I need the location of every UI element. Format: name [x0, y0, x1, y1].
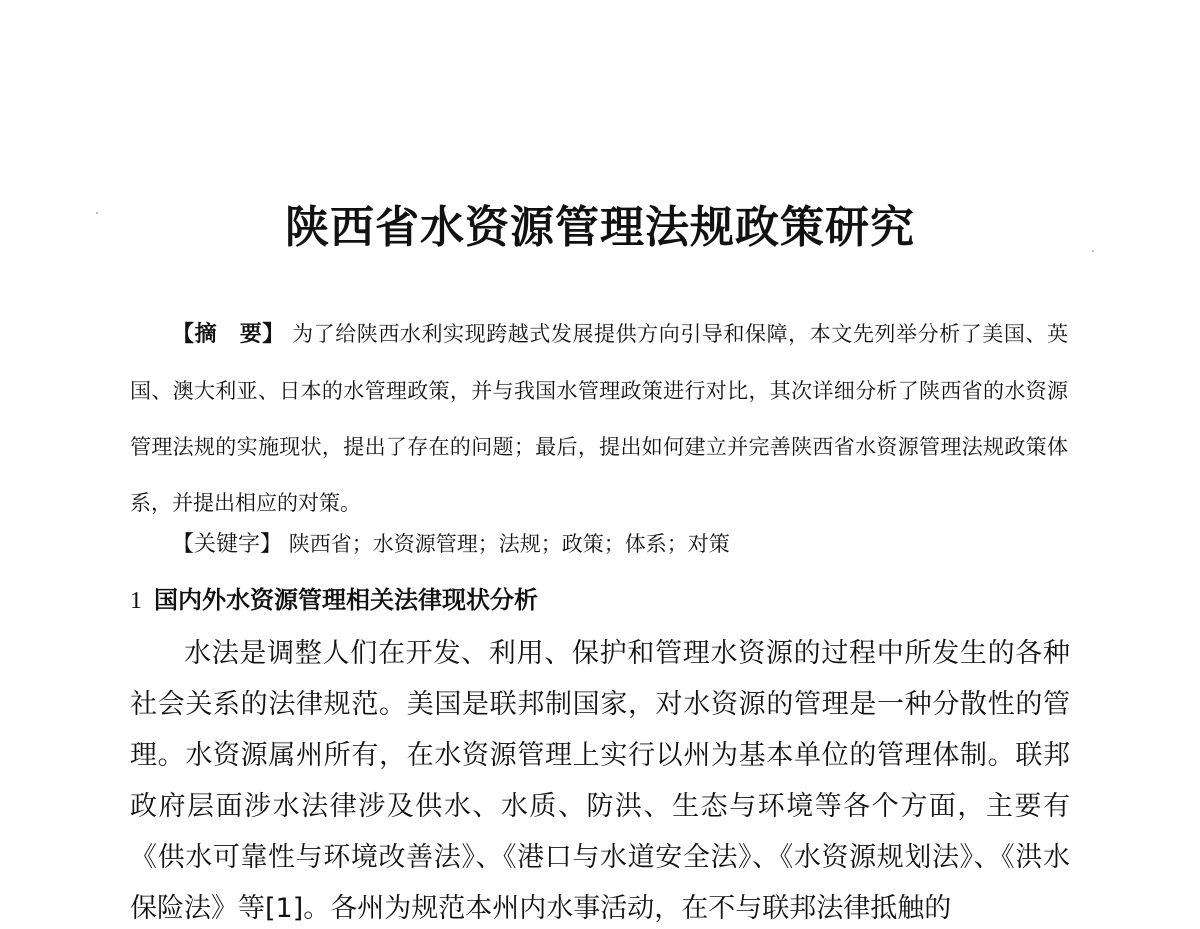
keywords-label: 【关键字】 — [172, 532, 283, 557]
section-heading — [130, 578, 1070, 623]
document-title: 陕西省水资源管理法规政策研究 — [285, 202, 915, 253]
keywords-line — [172, 524, 1068, 565]
abstract-text: 为了给陕西水利实现跨越式发展提供方向引导和保障，本文先列举分析了美国、英国、澳大利亚、日本的水管理政策，并与我国水管理政策进行对比，其次详细分析了陕西省的水资源管理法规的实施现状，提出了存在的问题；最后，提出如何建立并完善陕西省水资源管理法规政策体系，并提出相应的对策。 — [130, 322, 1068, 515]
section-title: 国内外水资源管理相关法律现状分析 — [154, 586, 538, 614]
abstract-paragraph — [130, 306, 1068, 531]
keywords-text: 陕西省；水资源管理；法规；政策；体系；对策 — [288, 532, 730, 556]
body-paragraph: 水法是调整人们在开发、利用、保护和管理水资源的过程中所发生的各种社会关系的法律规范。美国是联邦制国家，对水资源的管理是一种分散性的管理。水资源属州所有，在水资源管理上实行以州为基本单位的管理体制。联邦政府层面涉水法律涉及供水、水质、防洪、生态与环境等各个方面，主要有《供水可靠性与环境改善法》、《港口与水道安全法》、《水资源规划法》、《洪水保险法》等[1]。各州为规范本州内水事活动，在不与联邦法律抵触的 — [130, 638, 1070, 924]
abstract-label: 【摘 要】 — [172, 322, 285, 347]
section-number: 1 — [130, 588, 142, 614]
